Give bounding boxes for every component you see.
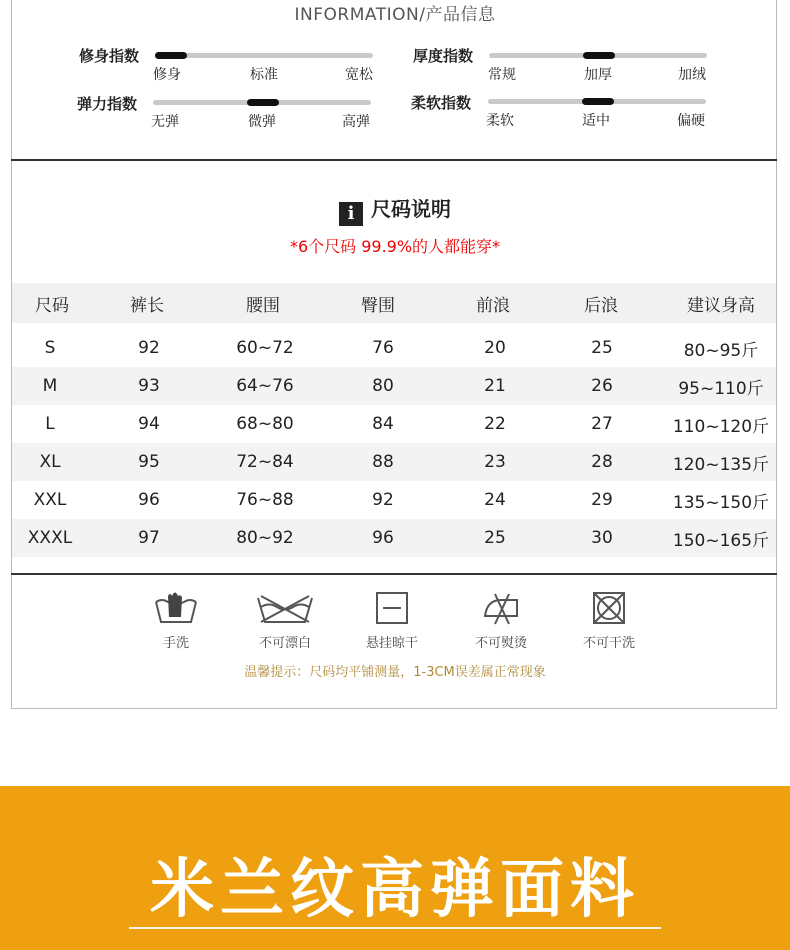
care-label: 不可干洗 xyxy=(582,636,635,651)
table-cell: 96 xyxy=(372,528,394,548)
table-cell: 84 xyxy=(372,414,394,434)
table-row xyxy=(12,367,776,405)
care-item xyxy=(352,590,432,651)
size-note: *6个尺码 99.9%的人都能穿* xyxy=(289,237,501,256)
table-cell: XXXL xyxy=(27,528,73,548)
indicator-softness-tick: 柔软 xyxy=(486,113,514,129)
table-cell: 97 xyxy=(138,528,160,548)
table-cell: 30 xyxy=(591,528,613,548)
table-cell: 95 xyxy=(138,452,160,472)
section-divider xyxy=(11,573,777,575)
indicator-thickness-track xyxy=(489,53,707,58)
indicator-fit-track xyxy=(155,53,373,58)
indicator-elasticity-track xyxy=(153,100,371,105)
indicator-elasticity-marker xyxy=(247,99,279,106)
indicator-softness-track xyxy=(488,99,706,104)
header-cell: 腰围 xyxy=(246,295,280,316)
table-cell: 23 xyxy=(484,452,506,472)
banner-title: 米兰纹高弹面料 xyxy=(150,853,640,927)
table-row xyxy=(12,519,776,557)
indicator-elasticity-tick: 高弹 xyxy=(342,114,370,130)
table-cell: 80 xyxy=(372,376,394,396)
table-cell: 88 xyxy=(372,452,394,472)
care-label: 悬挂晾干 xyxy=(365,636,418,651)
table-cell: 68~80 xyxy=(236,414,294,434)
indicator-softness-tick: 适中 xyxy=(582,113,610,129)
header-cell: 尺码 xyxy=(35,295,69,316)
header-cell: 裤长 xyxy=(130,295,164,316)
indicator-thickness-tick: 加厚 xyxy=(584,67,612,83)
no-bleach-icon xyxy=(255,590,315,626)
table-cell: 95~110斤 xyxy=(678,378,764,399)
table-cell: 92 xyxy=(138,338,160,358)
indicator-elasticity-tick: 无弹 xyxy=(151,114,179,130)
table-cell: 80~95斤 xyxy=(683,340,759,361)
no-dry-clean-icon xyxy=(591,590,627,626)
care-item xyxy=(569,590,649,651)
table-cell: 60~72 xyxy=(236,338,294,358)
table-row xyxy=(12,443,776,481)
table-cell: 25 xyxy=(484,528,506,548)
table-cell: 28 xyxy=(591,452,613,472)
table-cell: 24 xyxy=(484,490,506,510)
table-cell: 27 xyxy=(591,414,613,434)
table-cell: M xyxy=(42,376,58,396)
table-cell: S xyxy=(44,338,56,358)
size-guide-title xyxy=(0,193,790,226)
indicator-elasticity-tick: 微弹 xyxy=(248,114,276,130)
table-cell: 25 xyxy=(591,338,613,358)
header-cell: 建议身高 xyxy=(687,295,755,316)
table-cell: 64~76 xyxy=(236,376,294,396)
care-label: 不可熨烫 xyxy=(474,636,527,651)
indicator-fit-tick: 宽松 xyxy=(345,67,373,83)
table-cell: XXL xyxy=(33,490,67,510)
care-item xyxy=(136,590,216,651)
indicator-thickness-marker xyxy=(583,52,615,59)
no-iron-icon xyxy=(479,590,523,626)
indicator-thickness-tick: 常规 xyxy=(488,67,516,83)
table-cell: XL xyxy=(39,452,61,472)
table-row xyxy=(12,405,776,443)
table-cell: 21 xyxy=(484,376,506,396)
care-item xyxy=(461,590,541,651)
table-cell: 76 xyxy=(372,338,394,358)
table-row xyxy=(12,329,776,367)
indicator-fit-marker xyxy=(155,52,187,59)
indicator-fit-tick: 标准 xyxy=(250,67,278,83)
table-cell: 96 xyxy=(138,490,160,510)
measurement-tip: 温馨提示：尺码均平铺测量，1-3CM误差属正常现象 xyxy=(244,665,546,680)
care-item xyxy=(245,590,325,651)
table-cell: 120~135斤 xyxy=(672,454,770,475)
info-icon: i xyxy=(339,202,363,226)
table-cell: 150~165斤 xyxy=(672,530,770,551)
table-cell: L xyxy=(45,414,55,434)
indicator-fit-tick: 修身 xyxy=(153,67,181,83)
table-cell: 80~92 xyxy=(236,528,294,548)
info-title: INFORMATION/产品信息 xyxy=(294,5,496,25)
hand-wash-icon xyxy=(152,590,200,626)
table-cell: 92 xyxy=(372,490,394,510)
header-cell: 后浪 xyxy=(584,295,618,316)
indicator-thickness-tick: 加绒 xyxy=(678,67,706,83)
table-cell: 94 xyxy=(138,414,160,434)
table-cell: 93 xyxy=(138,376,160,396)
care-label: 不可漂白 xyxy=(258,636,311,651)
table-cell: 22 xyxy=(484,414,506,434)
indicator-softness-tick: 偏硬 xyxy=(677,113,705,129)
table-cell: 26 xyxy=(591,376,613,396)
size-guide-title-text: 尺码说明 xyxy=(371,197,451,221)
indicator-fit-label: 修身指数 xyxy=(79,47,140,65)
table-cell: 20 xyxy=(484,338,506,358)
section-divider xyxy=(11,159,777,161)
table-cell: 29 xyxy=(591,490,613,510)
indicator-thickness-label: 厚度指数 xyxy=(413,47,474,65)
table-cell: 72~84 xyxy=(236,452,294,472)
line-dry-icon xyxy=(374,590,410,626)
indicator-softness-label: 柔软指数 xyxy=(411,94,472,112)
table-row xyxy=(12,481,776,519)
banner-divider xyxy=(129,927,661,929)
table-cell: 76~88 xyxy=(236,490,294,510)
header-cell: 前浪 xyxy=(476,295,510,316)
indicator-softness-marker xyxy=(582,98,614,105)
table-cell: 110~120斤 xyxy=(672,416,770,437)
care-label: 手洗 xyxy=(162,636,189,651)
indicator-elasticity-label: 弹力指数 xyxy=(77,95,138,113)
size-table-header xyxy=(12,283,776,323)
header-cell: 臀围 xyxy=(361,295,395,316)
table-cell: 135~150斤 xyxy=(672,492,770,513)
